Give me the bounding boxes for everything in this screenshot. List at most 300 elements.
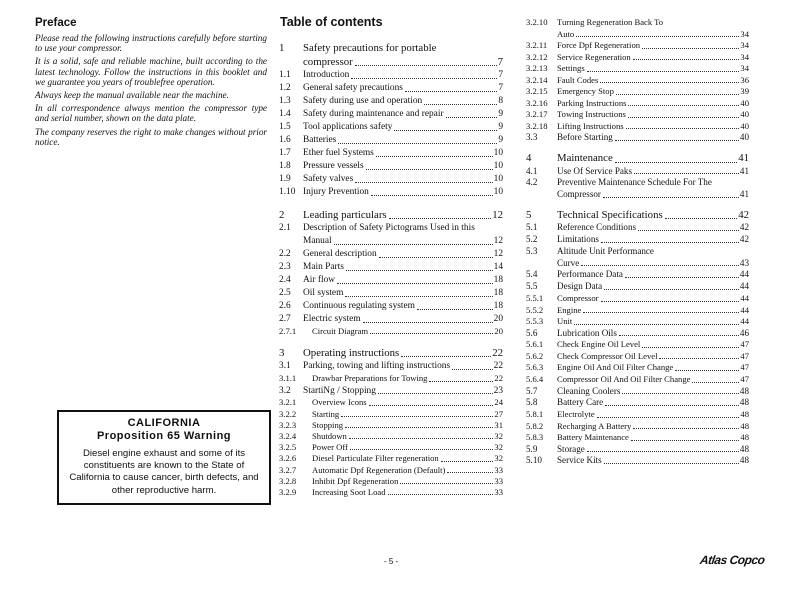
- toc-entry[interactable]: [526, 246, 749, 258]
- toc-entry[interactable]: [526, 328, 749, 340]
- toc-entry-number: 2.7.1: [279, 325, 297, 336]
- toc-entry[interactable]: [526, 166, 749, 178]
- toc-entry[interactable]: [279, 134, 503, 147]
- toc-entry-number: 3.2.12: [526, 51, 548, 62]
- toc-entry-title: Parking Instructions: [557, 97, 627, 108]
- toc-entry-title: Lubrication Oils: [557, 327, 617, 338]
- toc-entry-page: 36: [740, 74, 749, 85]
- toc-entry-page: 9: [498, 121, 503, 132]
- toc-entry-page: 7: [497, 55, 503, 68]
- toc-entry[interactable]: [279, 274, 503, 287]
- toc-entry[interactable]: [279, 431, 503, 442]
- toc-entry[interactable]: [279, 160, 503, 173]
- toc-entry-page: 48: [740, 409, 749, 420]
- toc-entry-title: Maintenance: [557, 152, 613, 165]
- toc-entry-title: Introduction: [303, 70, 350, 80]
- toc-entry[interactable]: [279, 347, 503, 361]
- toc-entry-number: 5.6.1: [526, 339, 544, 350]
- toc-entry[interactable]: [526, 281, 749, 293]
- toc-entry-number: 1.8: [279, 160, 291, 171]
- toc-entry-continuation[interactable]: [279, 235, 503, 248]
- toc-entry-number: 1.10: [279, 186, 296, 197]
- toc-entry[interactable]: [279, 487, 503, 498]
- toc-leader-dots: [603, 197, 739, 198]
- toc-entry-number: 2: [279, 208, 285, 221]
- toc-entry-page: 34: [740, 40, 749, 51]
- toc-entry-page: 48: [740, 432, 749, 443]
- toc-entry-page: 34: [740, 28, 749, 39]
- toc-leader-dots: [351, 78, 497, 79]
- toc-entry-page: 46: [739, 327, 749, 338]
- toc-entry-continuation[interactable]: [526, 258, 749, 270]
- toc-entry-page: 7: [498, 70, 503, 80]
- toc-entry-number: 3.3: [526, 132, 538, 143]
- toc-leader-dots: [615, 140, 739, 141]
- toc-entry-title: Unit: [557, 316, 573, 327]
- toc-entry-page: 48: [739, 443, 749, 454]
- toc-leader-dots: [417, 309, 493, 310]
- toc-entry[interactable]: [279, 147, 503, 160]
- toc-leader-dots: [337, 283, 493, 284]
- toc-entry-number: 3.2.9: [279, 487, 297, 498]
- toc-entry[interactable]: [279, 476, 503, 487]
- toc-entry-title: Before Starting: [557, 132, 613, 143]
- toc-leader-dots: [441, 461, 494, 462]
- toc-entry[interactable]: [279, 261, 503, 274]
- toc-entry-page: 40: [740, 97, 749, 108]
- toc-entry[interactable]: [279, 313, 503, 326]
- toc-entry-number: 5.8.3: [526, 432, 544, 443]
- toc-entry-number: 1.9: [279, 173, 291, 184]
- toc-entry-number: 2.2: [279, 248, 291, 259]
- toc-entry-title: Turning Regeneration Back To: [557, 17, 664, 27]
- toc-leader-dots: [345, 296, 492, 297]
- toc-entry-title: Fault Codes: [557, 74, 599, 85]
- toc-entry-page: 34: [740, 51, 749, 62]
- toc-entry-title: Preventive Maintenance Schedule For The: [557, 177, 712, 188]
- toc-entry[interactable]: [526, 75, 749, 87]
- toc-entry[interactable]: [526, 152, 749, 166]
- toc-entry-title: Inhibit Dpf Regeneration: [312, 475, 399, 486]
- toc-entry-page: 10: [493, 147, 503, 158]
- toc-entry-title: StartiNg / Stopping: [303, 385, 376, 396]
- toc-leader-dots: [604, 289, 739, 290]
- toc-entry-page: 8: [498, 95, 503, 106]
- toc-entry-number: 2.3: [279, 261, 291, 272]
- toc-entry-number: 3.2.3: [279, 419, 297, 430]
- toc-entry-title: Altitude Unit Performance: [557, 245, 654, 256]
- toc-entry-page: 7: [498, 82, 503, 93]
- toc-entry-page: 34: [740, 63, 749, 74]
- toc-entry-page: 42: [738, 208, 749, 221]
- toc-entry[interactable]: [526, 305, 749, 317]
- toc-leader-dots: [642, 347, 739, 348]
- toc-entry-number: 2.6: [279, 300, 291, 311]
- toc-entry-page: 44: [740, 292, 749, 303]
- toc-leader-dots: [447, 472, 493, 473]
- warning-title: CALIFORNIA: [127, 417, 201, 429]
- toc-entry-title: Limitations: [557, 234, 599, 245]
- toc-leader-dots: [452, 369, 492, 370]
- toc-entry[interactable]: [279, 373, 503, 384]
- toc-entry[interactable]: [526, 432, 749, 444]
- toc-leader-dots: [370, 333, 493, 334]
- toc-entry-title: Main Parts: [303, 261, 344, 272]
- toc-entry-number: 3.2.4: [279, 431, 297, 442]
- toc-leader-dots: [400, 483, 493, 484]
- toc-entry-number: 3.2.15: [526, 86, 548, 97]
- toc-entry-title: Ether fuel Systems: [303, 147, 374, 158]
- toc-leader-dots: [345, 427, 493, 428]
- toc-leader-dots: [376, 156, 493, 157]
- toc-entry-page: 47: [740, 374, 749, 384]
- toc-entry-number: 1.4: [279, 108, 291, 119]
- toc-entry-title: Diesel Particulate Filter regeneration: [312, 453, 439, 464]
- toc-entry-page: 40: [740, 120, 749, 131]
- toc-entry[interactable]: [279, 453, 503, 464]
- toc-entry-number: 1.5: [279, 121, 291, 132]
- toc-entry[interactable]: [279, 248, 503, 261]
- toc-entry[interactable]: [279, 209, 503, 223]
- toc-entry[interactable]: [526, 293, 749, 305]
- toc-entry[interactable]: [526, 222, 749, 234]
- toc-entry[interactable]: [279, 69, 503, 82]
- toc-entry[interactable]: [279, 465, 503, 476]
- toc-entry[interactable]: [279, 42, 503, 56]
- toc-entry-page: 41: [739, 189, 749, 200]
- toc-entry-page: 39: [740, 86, 749, 97]
- toc-entry-title: Automatic Dpf Regeneration (Default): [312, 464, 446, 475]
- toc-leader-dots: [638, 230, 739, 231]
- toc-entry[interactable]: [279, 326, 503, 337]
- toc-entry[interactable]: [279, 95, 503, 108]
- toc-leader-dots: [587, 71, 740, 72]
- toc-entry-number: 1.2: [279, 82, 291, 93]
- toc-entry[interactable]: [279, 121, 503, 134]
- toc-entry-number: 2.7: [279, 313, 291, 324]
- toc-entry-title: Oil system: [303, 287, 344, 298]
- toc-entry[interactable]: [279, 360, 503, 373]
- toc-entry-title: Electric system: [303, 313, 361, 324]
- toc-entry-page: 10: [493, 186, 503, 197]
- toc-entry-continuation[interactable]: [279, 56, 503, 70]
- toc-entry-page: 12: [492, 208, 503, 221]
- toc-entry-title: Injury Prevention: [303, 186, 369, 197]
- toc-entry-title: Description of Safety Pictograms Used in this: [303, 223, 475, 234]
- preface-title: Preface: [35, 17, 77, 29]
- toc-entry[interactable]: [526, 455, 749, 467]
- toc-entry-number: 5.6.2: [526, 350, 544, 361]
- toc-entry-page: 44: [740, 316, 749, 327]
- toc-entry-title: Check Engine Oil Level: [557, 339, 641, 350]
- toc-entry-number: 1.3: [279, 95, 291, 106]
- toc-entry-title: Engine: [557, 304, 582, 315]
- toc-entry-number: 3.2.16: [526, 97, 548, 108]
- toc-entry-page: 32: [494, 453, 503, 464]
- toc-entry-title: Emergency Stop: [557, 86, 614, 97]
- toc-leader-dots: [355, 65, 497, 66]
- toc-spacer: [279, 337, 503, 347]
- toc-entry[interactable]: [279, 300, 503, 313]
- toc-entry-number: 3.2.2: [279, 408, 297, 419]
- toc-leader-dots: [366, 169, 493, 170]
- toc-entry[interactable]: [279, 186, 503, 199]
- toc-entry-title: General description: [303, 248, 377, 259]
- toc-entry[interactable]: [279, 420, 503, 431]
- toc-entry-title: Air flow: [303, 274, 336, 285]
- toc-leader-dots: [378, 393, 493, 394]
- toc-entry-title: Lifting Instructions: [557, 120, 624, 131]
- toc-leader-dots: [389, 218, 492, 219]
- toc-entry-page: 48: [739, 397, 749, 408]
- toc-leader-dots: [626, 128, 740, 129]
- toc-entry-title: Shutdown: [312, 431, 347, 442]
- toc-entry-page: 18: [493, 287, 503, 298]
- toc-entry[interactable]: [526, 52, 749, 64]
- toc-entry-title: Stopping: [312, 419, 344, 430]
- toc-entry-title: Compressor: [557, 292, 599, 303]
- toc-entry-page: 43: [739, 257, 749, 268]
- toc-entry-number: 3.2.10: [526, 17, 548, 27]
- toc-entry-title: Drawbar Preparations for Towing: [312, 373, 428, 384]
- toc-entry-page: 42: [739, 234, 749, 245]
- toc-entry-number: 5.9: [526, 443, 538, 454]
- toc-column-1: [279, 42, 503, 498]
- toc-entry-number: 5.2: [526, 234, 538, 245]
- toc-entry-number: 5.7: [526, 385, 538, 396]
- toc-entry[interactable]: [526, 386, 749, 398]
- toc-entry[interactable]: [526, 316, 749, 328]
- toc-entry-number: 5.3: [526, 245, 538, 256]
- toc-leader-dots: [583, 312, 739, 313]
- toc-entry-page: 44: [740, 304, 749, 315]
- toc-leader-dots: [619, 335, 739, 336]
- toc-entry-number: 3.2.17: [526, 109, 548, 120]
- toc-entry-title: Operating instructions: [303, 346, 400, 359]
- toc-entry[interactable]: [526, 209, 749, 223]
- toc-entry[interactable]: [279, 82, 503, 95]
- toc-leader-dots: [675, 370, 739, 371]
- toc-entry[interactable]: [526, 98, 749, 110]
- toc-entry-page: 12: [493, 248, 503, 259]
- toc-leader-dots: [622, 393, 739, 394]
- toc-entry-page: 33: [494, 487, 503, 498]
- toc-leader-dots: [379, 257, 493, 258]
- toc-entry-number: 2.4: [279, 274, 291, 285]
- toc-entry-page: 18: [493, 300, 503, 311]
- toc-entry[interactable]: [279, 397, 503, 408]
- toc-entry-page: 9: [498, 134, 503, 145]
- toc-leader-dots: [369, 405, 494, 406]
- toc-leader-dots: [355, 182, 492, 183]
- toc-leader-dots: [665, 218, 738, 219]
- toc-leader-dots: [576, 36, 739, 37]
- toc-leader-dots: [338, 143, 497, 144]
- toc-leader-dots: [628, 117, 740, 118]
- toc-entry-number: 1.7: [279, 147, 291, 158]
- toc-entry[interactable]: [526, 234, 749, 246]
- toc-entry-title: Battery Maintenance: [557, 432, 629, 443]
- toc-entry-title: Pressure vessels: [303, 160, 364, 171]
- toc-entry-page: 47: [740, 362, 749, 373]
- preface-paragraph: Please read the following instructions carefully before starting to use your compressor.: [35, 33, 267, 54]
- toc-entry-page: 44: [739, 281, 749, 292]
- toc-entry-page: 22: [492, 346, 503, 359]
- toc-entry-title: Safety during use and operation: [303, 95, 423, 106]
- toc-entry-page: 33: [494, 475, 503, 486]
- toc-entry-continuation[interactable]: [526, 189, 749, 201]
- toc-entry-title: Performance Data: [557, 269, 623, 280]
- toc-entry-number: 1.1: [279, 70, 291, 80]
- toc-entry[interactable]: [526, 121, 749, 133]
- toc-entry-title: Battery Care: [557, 397, 604, 408]
- toc-entry[interactable]: [279, 385, 503, 398]
- toc-entry-number: 3.1.1: [279, 373, 297, 384]
- toc-entry-title: Safety valves: [303, 173, 354, 184]
- toc-entry-title: Compressor Oil And Oil Filter Change: [557, 374, 691, 384]
- toc-leader-dots: [633, 428, 739, 429]
- toc-entry[interactable]: [526, 86, 749, 98]
- toc-leader-dots: [363, 322, 493, 323]
- toc-leader-dots: [642, 48, 739, 49]
- toc-entry-page: 20: [494, 325, 503, 336]
- toc-entry-title: Starting: [312, 408, 340, 419]
- toc-entry-page: 22: [494, 373, 503, 384]
- toc-entry-number: 3.1: [279, 361, 291, 372]
- toc-entry-number: 3.2.13: [526, 63, 548, 74]
- toc-entry[interactable]: [526, 397, 749, 409]
- toc-entry[interactable]: [526, 63, 749, 75]
- toc-entry-continuation[interactable]: [526, 29, 749, 41]
- toc-entry-title: Increasing Soot Load: [312, 487, 386, 498]
- toc-entry-number: 5.8.1: [526, 409, 544, 420]
- toc-entry-page: 41: [738, 152, 749, 165]
- toc-leader-dots: [601, 242, 739, 243]
- toc-entry[interactable]: [526, 351, 749, 363]
- toc-leader-dots: [616, 94, 740, 95]
- toc-entry-page: 32: [494, 442, 503, 453]
- toc-entry-number: 4: [526, 152, 532, 165]
- toc-entry-title: Tool applications safety: [303, 121, 393, 132]
- toc-entry[interactable]: [279, 442, 503, 453]
- toc-entry[interactable]: [279, 173, 503, 186]
- toc-entry-number: 1.6: [279, 134, 291, 145]
- toc-entry-number: 4.2: [526, 177, 538, 188]
- warning-subtitle: Proposition 65 Warning: [96, 430, 232, 442]
- toc-leader-dots: [388, 494, 494, 495]
- toc-leader-dots: [631, 440, 740, 441]
- toc-entry[interactable]: [526, 362, 749, 374]
- toc-entry[interactable]: [279, 222, 503, 235]
- toc-entry[interactable]: [526, 177, 749, 189]
- toc-entry[interactable]: [279, 409, 503, 420]
- toc-entry-page: 48: [740, 420, 749, 431]
- toc-entry-page: 47: [740, 339, 749, 350]
- toc-leader-dots: [574, 324, 739, 325]
- toc-entry-number: 3.2.18: [526, 120, 548, 131]
- toc-entry-page: 42: [739, 222, 749, 233]
- toc-entry-title: Electrolyte: [557, 409, 595, 420]
- toc-entry-title: Force Dpf Regeneration: [557, 40, 641, 51]
- toc-entry-title: Use Of Service Paks: [557, 165, 633, 176]
- toc-entry-page: 10: [493, 173, 503, 184]
- toc-entry-number: 5.1: [526, 222, 538, 233]
- toc-entry-number: 3.2.14: [526, 74, 548, 85]
- toc-leader-dots: [334, 244, 493, 245]
- toc-entry-page: 18: [493, 274, 503, 285]
- toc-entry-page: 22: [493, 361, 503, 372]
- toc-entry-title: Safety during maintenance and repair: [303, 108, 444, 119]
- toc-entry[interactable]: [526, 444, 749, 456]
- toc-entry[interactable]: [526, 269, 749, 281]
- toc-leader-dots: [371, 195, 493, 196]
- toc-entry-number: 2.5: [279, 287, 291, 298]
- toc-leader-dots: [394, 130, 497, 131]
- toc-entry[interactable]: [526, 109, 749, 121]
- toc-entry-number: 1: [279, 42, 285, 54]
- toc-title: Table of contents: [280, 15, 383, 29]
- toc-entry-page: 12: [493, 235, 503, 246]
- toc-entry-number: 3.2: [279, 385, 291, 396]
- toc-entry-page: 48: [739, 385, 749, 396]
- toc-leader-dots: [346, 270, 493, 271]
- toc-entry-number: 3: [279, 346, 285, 359]
- toc-entry-title: Recharging A Battery: [557, 420, 632, 431]
- toc-entry-title: Service Kits: [557, 455, 602, 466]
- toc-leader-dots: [424, 104, 497, 105]
- preface-section: [35, 17, 267, 150]
- toc-entry-title: Storage: [557, 443, 585, 454]
- toc-entry-page: 47: [740, 350, 749, 361]
- toc-entry-number: 2.1: [279, 223, 291, 234]
- toc-entry[interactable]: [279, 108, 503, 121]
- toc-entry-page: 40: [740, 109, 749, 120]
- toc-entry-title: Towing Instructions: [557, 109, 626, 120]
- toc-entry-number: 5.5.1: [526, 292, 544, 303]
- toc-entry-page: 14: [493, 261, 503, 272]
- toc-entry-title-cont: Compressor: [557, 189, 601, 200]
- toc-entry-title: Batteries: [303, 134, 337, 145]
- toc-entry[interactable]: [279, 287, 503, 300]
- preface-paragraph: The company reserves the right to make changes without prior notice.: [35, 126, 267, 147]
- toc-entry-page: 20: [493, 313, 503, 324]
- toc-leader-dots: [628, 105, 739, 106]
- toc-entry[interactable]: [526, 40, 749, 52]
- toc-entry-title: Parking, towing and lifting instructions: [303, 361, 451, 372]
- toc-entry[interactable]: [526, 374, 749, 386]
- toc-entry[interactable]: [526, 409, 749, 421]
- toc-entry-title: Technical Specifications: [557, 208, 663, 221]
- toc-entry[interactable]: [526, 339, 749, 351]
- toc-entry-title: Leading particulars: [303, 208, 387, 221]
- toc-leader-dots: [446, 117, 498, 118]
- toc-entry-title: Power Off: [312, 442, 348, 453]
- toc-entry[interactable]: [526, 132, 749, 144]
- toc-entry-page: 33: [494, 464, 503, 475]
- toc-spacer: [526, 201, 749, 209]
- toc-entry[interactable]: [526, 421, 749, 433]
- toc-entry-title-cont: Auto: [557, 28, 575, 39]
- toc-leader-dots: [692, 382, 739, 383]
- toc-entry-number: 3.2.11: [526, 40, 548, 51]
- toc-entry-title: Continuous regulating system: [303, 300, 415, 311]
- toc-entry-number: 5: [526, 208, 532, 221]
- toc-entry-title: Design Data: [557, 281, 603, 292]
- toc-leader-dots: [587, 451, 739, 452]
- toc-entry-title-cont: Manual: [303, 235, 332, 246]
- toc-entry-number: 5.5.3: [526, 316, 544, 327]
- toc-entry[interactable]: [526, 17, 749, 29]
